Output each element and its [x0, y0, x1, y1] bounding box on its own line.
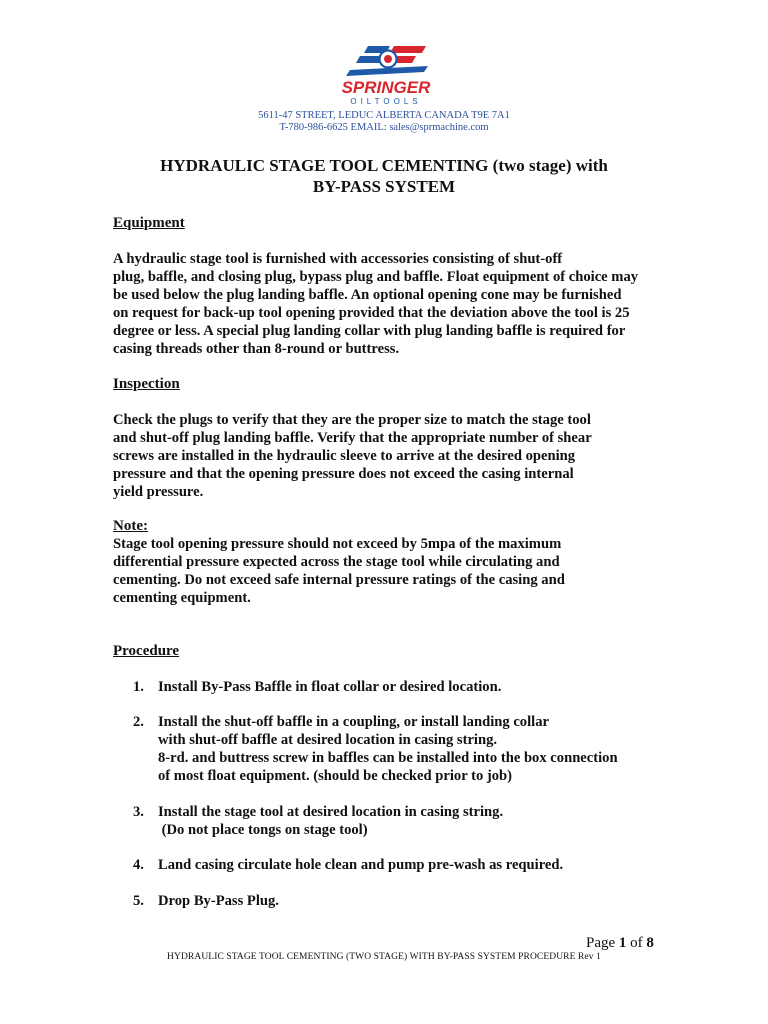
page-current: 1: [618, 935, 627, 951]
document-title-line-2: BY-PASS SYSTEM: [312, 177, 456, 196]
paragraph-line: degree or less. A special plug landing collar with plug landing baffle is required for: [113, 323, 626, 339]
logo-subtitle: OILTOOLS: [350, 97, 422, 106]
paragraph-line: screws are installed in the hydraulic sleeve to arrive at the desired opening: [113, 448, 576, 464]
section-heading-equipment: Equipment: [113, 215, 185, 231]
step-text: [158, 713, 618, 785]
step-number: 2.: [133, 714, 144, 730]
company-contact: T-780-986-6625 EMAIL: sales@sprmachine.com: [279, 122, 489, 133]
page-word: Page: [586, 935, 616, 951]
step-line: (Do not place tongs on stage tool): [158, 822, 368, 838]
equipment-paragraph: [113, 250, 673, 358]
logo-wordmark: SPRINGER: [341, 78, 431, 97]
paragraph-line: casing threads other than 8-round or buttress.: [113, 341, 400, 357]
paragraph-line: plug, baffle, and closing plug, bypass plug and baffle. Float equipment of choice may: [113, 269, 639, 285]
paragraph-line: A hydraulic stage tool is furnished with accessories consisting of shut-off: [113, 251, 563, 267]
step-line: Land casing circulate hole clean and pump pre-wash as required.: [158, 857, 564, 873]
section-heading-inspection: Inspection: [113, 376, 180, 392]
document-title-line-1: HYDRAULIC STAGE TOOL CEMENTING (two stage) with: [160, 156, 608, 175]
paragraph-line: and shut-off plug landing baffle. Verify that the appropriate number of shear: [113, 430, 592, 446]
paragraph-line: yield pressure.: [113, 484, 204, 500]
section-heading-note: Note:: [113, 518, 148, 534]
step-number: 1.: [133, 679, 144, 695]
step-line: Drop By-Pass Plug.: [158, 893, 279, 909]
step-line: Install the stage tool at desired location in casing string.: [158, 804, 504, 820]
step-text: [158, 856, 563, 874]
page-number: [586, 934, 654, 952]
note-paragraph: [113, 535, 673, 607]
paragraph-line: Stage tool opening pressure should not exceed by 5mpa of the maximum: [113, 536, 562, 552]
step-number: 3.: [133, 804, 144, 820]
page-total: 8: [646, 935, 654, 951]
step-line: 8-rd. and buttress screw in baffles can be installed into the box connection: [158, 750, 618, 766]
paragraph-line: cementing equipment.: [113, 590, 251, 606]
step-line: with shut-off baffle at desired location in casing string.: [158, 732, 498, 748]
company-logo: [332, 42, 440, 108]
paragraph-line: be used below the plug landing baffle. An optional opening cone may be furnished: [113, 287, 622, 303]
step-text: [158, 892, 279, 910]
step-line: Install the shut-off baffle in a coupling, or install landing collar: [158, 714, 549, 730]
logo-swoosh-icon: [332, 42, 440, 82]
step-text: [158, 803, 503, 839]
company-address: 5611-47 STREET, LEDUC ALBERTA CANADA T9E 7A1: [258, 110, 510, 121]
step-number: 5.: [133, 893, 144, 909]
step-line: of most float equipment. (should be checked prior to job): [158, 768, 513, 784]
paragraph-line: Check the plugs to verify that they are the proper size to match the stage tool: [113, 412, 591, 428]
step-text: [158, 678, 501, 696]
step-number: 4.: [133, 857, 144, 873]
paragraph-line: differential pressure expected across the stage tool while circulating and: [113, 554, 560, 570]
paragraph-line: pressure and that the opening pressure does not exceed the casing internal: [113, 466, 574, 482]
paragraph-line: cementing. Do not exceed safe internal pressure ratings of the casing and: [113, 572, 565, 588]
step-line: Install By-Pass Baffle in float collar or desired location.: [158, 679, 502, 695]
footer-document-title: HYDRAULIC STAGE TOOL CEMENTING (TWO STAGE) WITH BY-PASS SYSTEM PROCEDURE Rev 1: [167, 952, 601, 962]
page-of-word: of: [630, 935, 643, 951]
inspection-paragraph: [113, 411, 673, 501]
section-heading-procedure: Procedure: [113, 643, 180, 659]
paragraph-line: on request for back-up tool opening provided that the deviation above the tool is 25: [113, 305, 630, 321]
